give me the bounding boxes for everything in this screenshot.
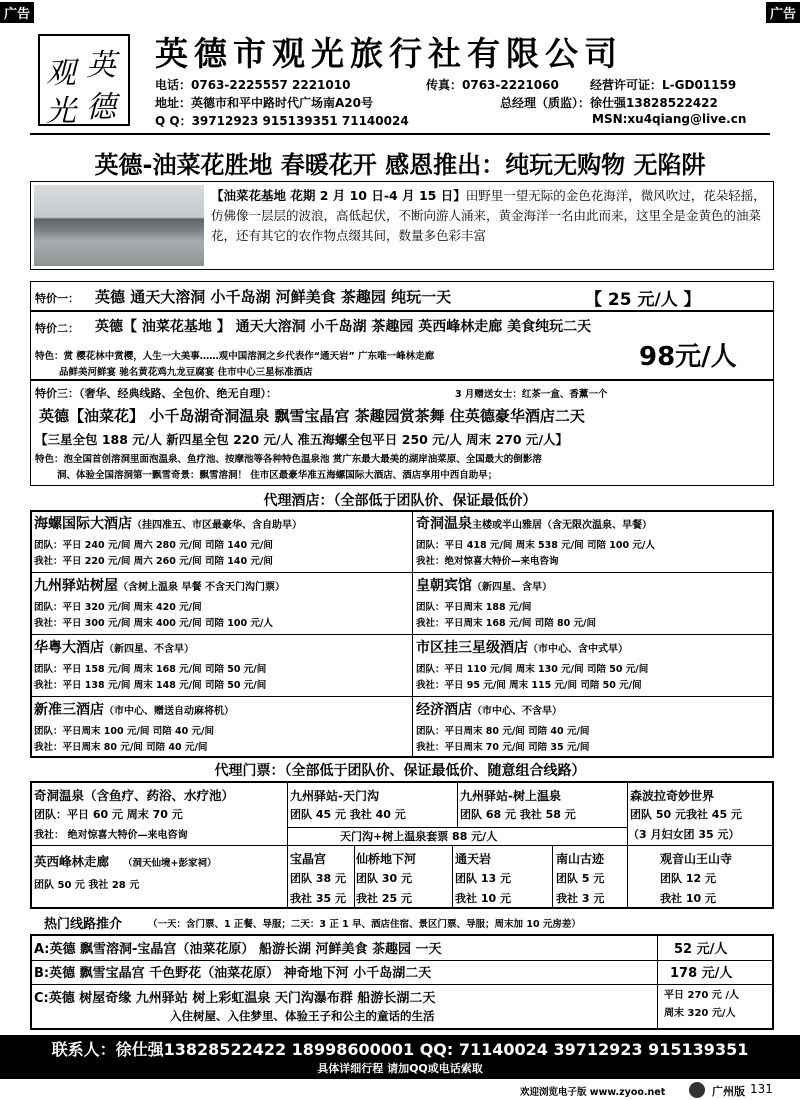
footer-browse: 欢迎浏览电子版 www.zyoo.net (520, 1087, 666, 1098)
special-2: 特价二： 英德【 油菜花基地 】 通天大溶洞 小千岛湖 茶趣园 英西峰林走廊 美食纯玩二天 特色：赏 樱花林中赏樱，人生一大美事……观中国溶洞之乡代表作“通天岩” 广东唯一峰林走廊 品鲜美河鲜宴 驰名黄花鸡九龙豆腐宴 住市中心三星标准酒店 98元/人 (30, 311, 774, 380)
hotel-name (416, 699, 562, 719)
special-3-text: 英德【油菜花】 小千岛湖奇洞温泉 飘雪宝晶宫 茶趣园赏茶舞 住英德豪华酒店二天 (39, 407, 585, 425)
footer-edition: 广州版 (712, 1085, 745, 1098)
small-ticket-l1: 团队 5 元 (556, 872, 605, 885)
ticket-senbola-name: 森波拉奇妙世界 (630, 789, 715, 803)
company-license: 经营许可证：L-GD01159 (590, 78, 737, 92)
small-ticket-l1: 团队 30 元 (356, 872, 412, 885)
hotel-note: （市中心、含中式早） (528, 644, 628, 655)
small-ticket-name: 宝晶宫 (290, 852, 327, 866)
ticket-yingxi-name: 英西峰林走廊 (34, 854, 110, 869)
special-2-price: 98元/人 (639, 342, 737, 372)
hotel-group-price: 团队：平日 158 元/间 周末 168 元/间 司陪 50 元/间 (34, 664, 267, 675)
small-ticket-l2: 我社 35 元 (290, 892, 346, 905)
hotel-name (34, 699, 234, 719)
hotel-note: （新四星、不含早） (104, 644, 194, 655)
small-ticket-l2: 我社 10 元 (455, 892, 511, 905)
hotel-note: （市中心、赠送自动麻将机） (104, 706, 234, 717)
hotel-name-text: 皇朝宾馆 (416, 578, 472, 594)
company-fax: 传真：0763-2221060 (426, 78, 559, 92)
small-ticket-name: 通天岩 (455, 852, 492, 866)
hotel-our-price: 我社：平日周末 168 元/间 司陪 80 元/间 (416, 618, 597, 629)
route-c-price: 平日 270 元 /人 (664, 990, 739, 1001)
circle-logo-icon (689, 1082, 705, 1098)
ticket-jiuzhou-tianmen-name: 九州驿站-天门沟 (290, 789, 379, 803)
route-a: A:英德 飘雪溶洞-宝晶宫（油菜花原） 船游长湖 河鲜美食 茶趣园 一天 (34, 942, 442, 957)
hotel-group-price: 团队：平日 110 元/间 周末 130 元/间 司陪 50 元/间 (416, 664, 649, 675)
hotel-group-price: 团队：平日周末 188 元/间 (416, 602, 532, 613)
small-ticket-l2: 我社 10 元 (660, 892, 716, 905)
hotel-name-text: 市区挂三星级酒店 (416, 640, 528, 656)
special-2-text: 英德【 油菜花基地 】 通天大溶洞 小千岛湖 茶趣园 英西峰林走廊 美食纯玩二天 (95, 319, 592, 335)
small-ticket-name: 观音山王山寺 (660, 852, 733, 866)
hotel-group-price: 团队：平日周末 80 元/间 司陪 40 元/间 (416, 726, 590, 737)
contact-line: 联系人：徐仕强13828522422 18998600001 QQ: 71140024 39712923 915139351 (51, 1040, 749, 1059)
small-ticket-l2: 我社 25 元 (356, 892, 412, 905)
hotel-name (416, 513, 652, 533)
special-3: 特价三：（奢华、经典线路、全包价、绝无自理）： 3 月赠送女士：红茶一盒、香薰一个 英德【油菜花】 小千岛湖奇洞温泉 飘雪宝晶宫 茶趣园赏茶舞 住英德豪华酒店二天 【三星全包 188 元/人 新四星全包 220 元/人 准五海螺全包平日 250 元/人 周末 270 元/人】 特色：泡全国首创溶洞里面泡温泉、鱼疗池、按摩池等各种特色温泉池 赏广东最大最美的湖岸油菜原、全国最大的倒影溶 洞、体验全国溶洞第一飘雪奇景：飘雪溶洞！ 住市区最豪华准五海螺国际大酒店、酒店享用中西自助早； (30, 380, 774, 486)
routes-note: （一天：含门票、1 正餐、导服；二天：3 正 1 早、酒店住宿、景区门票、导服；周末加 10 元房差） (148, 919, 581, 930)
hotel-name (34, 637, 194, 657)
hotel-name-text: 奇洞温泉 (416, 516, 472, 532)
hotel-note: （含树上温泉 早餐 不含天门沟门票） (118, 582, 285, 593)
hotel-note: （市中心、不含早） (472, 706, 562, 717)
hotel-name-text: 新准三酒店 (34, 702, 104, 718)
hotel-group-price: 团队：平日 240 元/间 周六 280 元/间 司陪 140 元/间 (34, 540, 273, 551)
hotel-name-text: 华粤大酒店 (34, 640, 104, 656)
hotel-our-price: 我社：平日周末 80 元/间 司陪 40 元/间 (34, 742, 208, 753)
special-1-price: 【 25 元/人 】 (585, 290, 701, 310)
route-b: B:英德 飘雪宝晶宫 千色野花（油菜花原） 神奇地下河 小千岛湖二天 (34, 966, 432, 981)
hotel-group-price: 团队：平日 320 元/间 周末 420 元/间 (34, 602, 202, 613)
small-ticket-l2: 我社 3 元 (556, 892, 605, 905)
hotel-name-text: 九州驿站树屋 (34, 578, 118, 594)
hotel-name-text: 海螺国际大酒店 (34, 516, 132, 532)
company-logo: 英 德 观 光 (38, 34, 130, 126)
company-phone: 电话：0763-2225557 2221010 (155, 78, 351, 92)
intro-head: 【油菜花基地 花期 2 月 10 日-4 月 15 日】 (211, 188, 466, 203)
hotel-name-text: 经济酒店 (416, 702, 472, 718)
route-c-price-weekend: 周末 320 元/人 (664, 1008, 736, 1019)
ticket-jiuzhou-tree-name: 九州驿站-树上温泉 (460, 789, 561, 803)
company-manager: 总经理（质监）：徐仕强13828522422 (500, 96, 718, 110)
ad-tag-left: 广告 (0, 2, 34, 23)
small-ticket-name: 南山古迹 (556, 852, 605, 866)
small-ticket-l1: 团队 13 元 (455, 872, 511, 885)
small-ticket-l1: 团队 38 元 (290, 872, 346, 885)
routes-title: 热门线路推介 (44, 917, 123, 932)
hotel-name (34, 513, 302, 533)
route-c-desc: 入住树屋、入住梦里、体验王子和公主的童话的生活 (170, 1009, 435, 1023)
company-msn: MSN:xu4qiang@live.cn (592, 112, 747, 126)
route-a-price: 52 元/人 (674, 942, 728, 957)
ticket-qidong-name: 奇洞温泉（含鱼疗、药浴、水疗池） (34, 788, 235, 803)
promo-banner: 英德-油菜花胜地 春暖花开 感恩推出：纯玩无购物 无陷阱 (94, 151, 706, 179)
small-ticket-name: 仙桥地下河 (356, 852, 417, 866)
intro-section (30, 181, 774, 270)
intro-body: 田野里一望无际的金色花海洋，微风吹过，花朵轻摇，仿佛像一层层的波浪，高低起伏，不断向游人涌来，黄金海洋一名由此而来，这里全是金黄色的油菜花，还有其它的农作物点缀其间，数量多色彩丰富 (211, 188, 766, 243)
special-3-price: 【三星全包 188 元/人 新四星全包 220 元/人 准五海螺全包平日 250 元/人 周末 270 元/人】 (35, 432, 569, 447)
tickets-title: 代理门票：（全部低于团队价、保证最低价、随意组合线路） (214, 763, 586, 779)
hotel-note: （挂四准五、市区最豪华、含自助早） (132, 520, 302, 531)
hotel-our-price: 我社：平日周末 70 元/间 司陪 35 元/间 (416, 742, 590, 753)
company-address: 地址：英德市和平中路时代广场南A20号 (155, 96, 373, 110)
hotel-name (34, 575, 285, 595)
route-c: C:英德 树屋奇缘 九州驿站 树上彩虹温泉 天门沟瀑布群 船游长湖二天 (34, 991, 436, 1006)
special-1: 特价一： 英德 通天大溶洞 小千岛湖 河鲜美食 茶趣园 纯玩一天 【 25 元/人 】 (30, 281, 774, 311)
contact-sub: 具体详细行程 请加QQ或电话索取 (317, 1062, 483, 1075)
hotel-note: 主楼或半山雅居（含无限次温泉、早餐） (472, 520, 652, 531)
company-qq: Q Q：39712923 915139351 71140024 (155, 114, 409, 128)
hotel-our-price: 我社：平日 220 元/间 周六 260 元/间 司陪 140 元/间 (34, 556, 273, 567)
hotel-name (416, 575, 552, 595)
ad-tag-right: 广告 (766, 2, 800, 23)
small-ticket-l1: 团队 12 元 (660, 872, 716, 885)
special-1-text: 英德 通天大溶洞 小千岛湖 河鲜美食 茶趣园 纯玩一天 (95, 288, 452, 306)
hotel-our-price: 我社：平日 138 元/间 周末 148 元/间 司陪 50 元/间 (34, 680, 267, 691)
footer-page: 131 (750, 1082, 773, 1096)
hotel-name (416, 637, 628, 657)
hotel-our-price: 我社：平日 95 元/间 周末 115 元/间 司陪 50 元/间 (416, 680, 642, 691)
hotel-group-price: 团队：平日周末 100 元/间 司陪 40 元/间 (34, 726, 215, 737)
hotel-our-price: 我社：平日 300 元/间 周末 400 元/间 司陪 100 元/人 (34, 618, 273, 629)
hotels-title: 代理酒店：（全部低于团队价、保证最低价） (263, 493, 537, 509)
ticket-combo: 天门沟+树上温泉套票 88 元/人 (340, 830, 498, 843)
route-b-price: 178 元/人 (670, 966, 733, 981)
company-name: 英德市观光旅行社有限公司 (155, 34, 623, 73)
hotel-note: （新四星、含早） (472, 582, 552, 593)
hotel-our-price: 我社：绝对惊喜大特价—来电咨询 (416, 556, 559, 567)
rapeseed-field-photo (34, 185, 204, 266)
hotel-group-price: 团队：平日 418 元/间 周末 538 元/间 司陪 100 元/人 (416, 540, 655, 551)
